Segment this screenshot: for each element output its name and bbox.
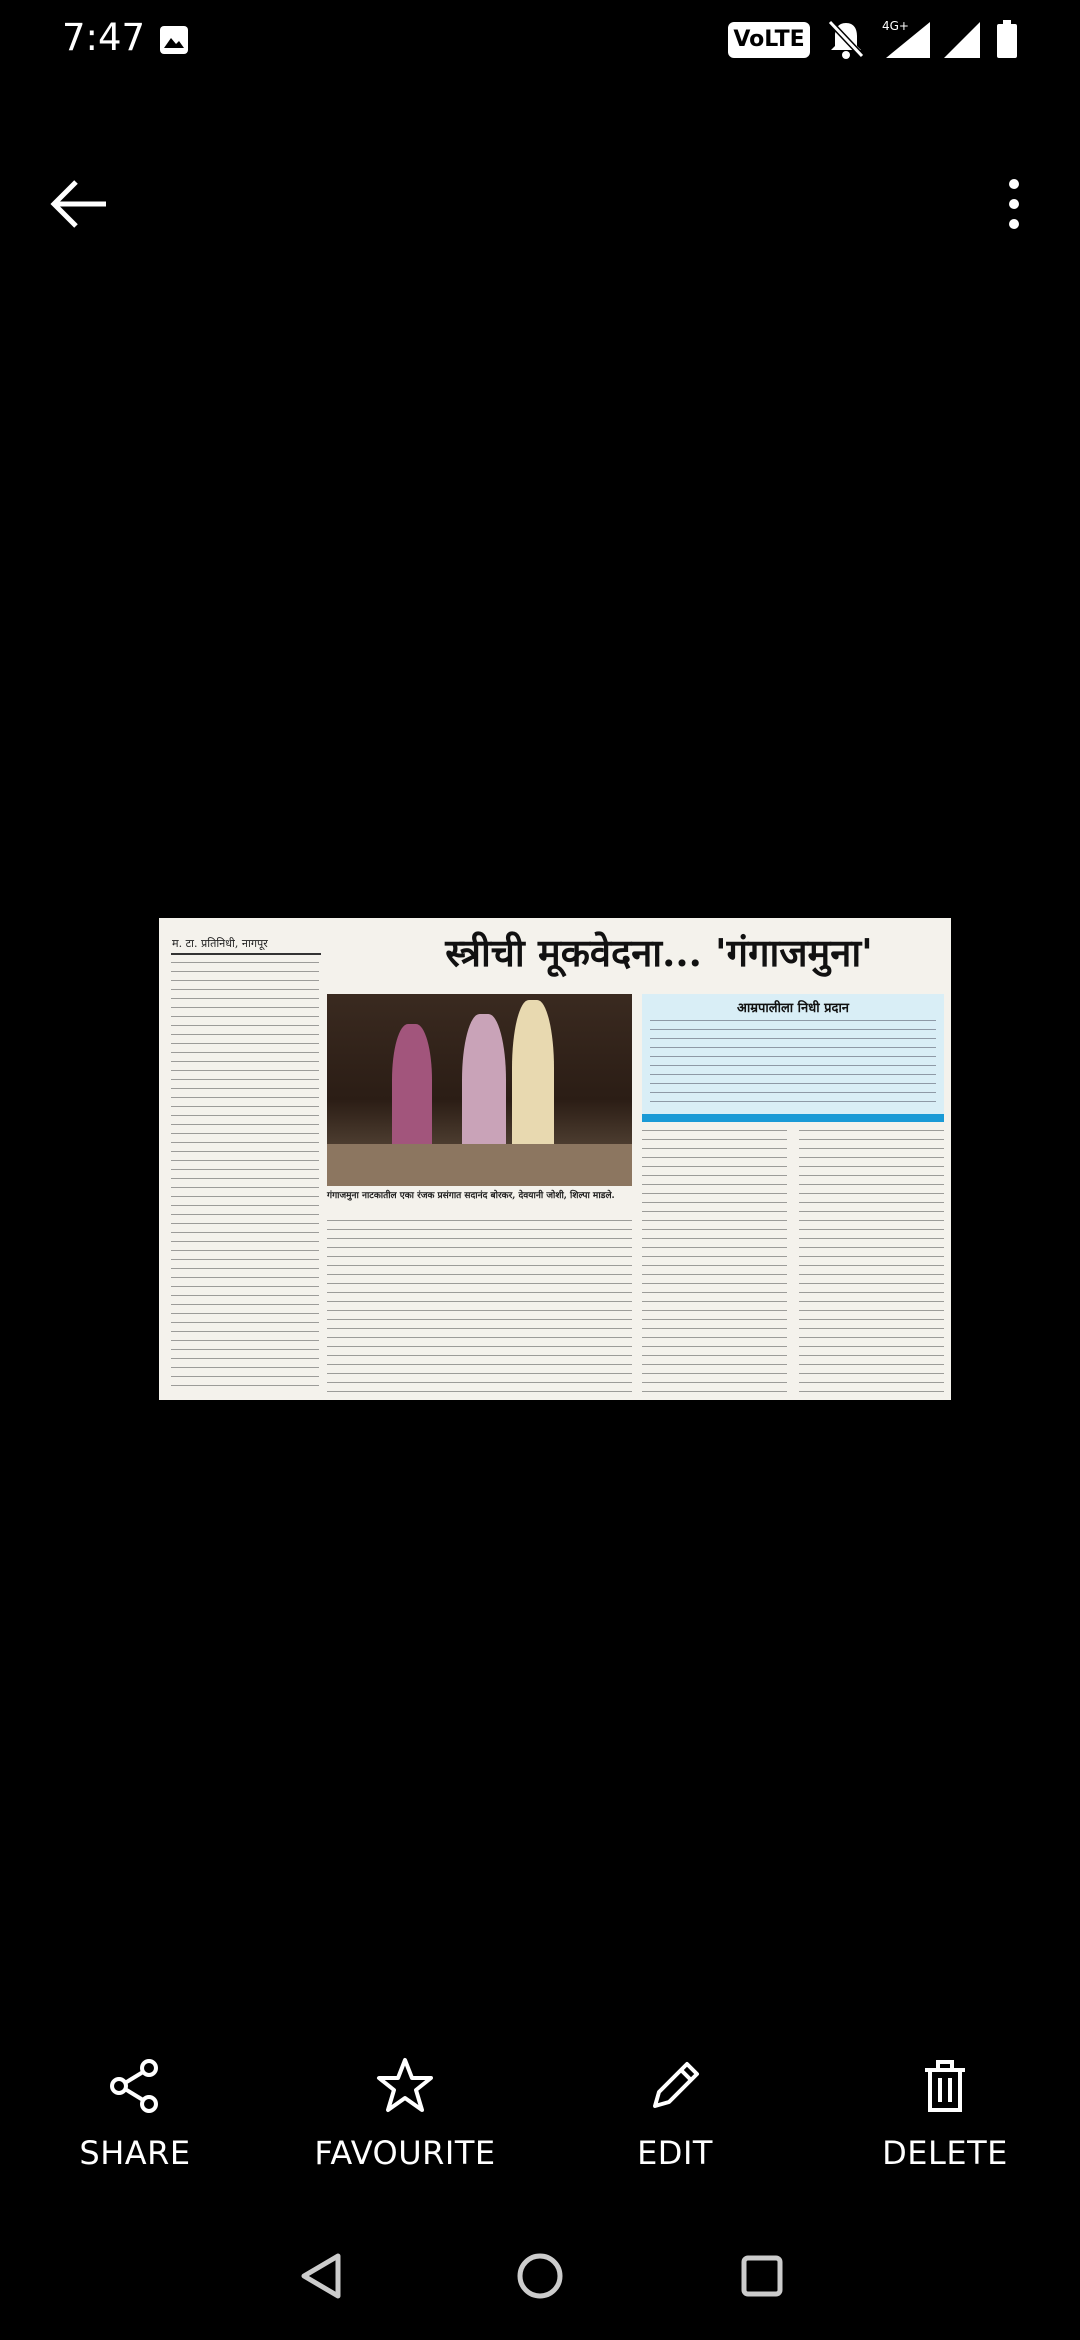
article-text-column [799, 1130, 944, 1394]
bell-off-icon [826, 18, 866, 60]
svg-text:4G+: 4G+ [882, 19, 909, 33]
edit-label: EDIT [637, 2134, 713, 2172]
status-bar [0, 0, 1080, 88]
photo-caption: गंगाजमुना नाटकातील एका रंजक प्रसंगात सदानंद बोरकर, देवयानी जोशी, शिल्पा माडले. [327, 1191, 615, 1201]
info-box-accent-bar [642, 1114, 944, 1122]
newspaper-clipping-image[interactable] [159, 918, 951, 1400]
favourite-button[interactable] [295, 2056, 515, 2206]
share-icon [105, 2056, 165, 2116]
signal-icon [880, 18, 936, 60]
delete-button[interactable] [835, 2056, 1055, 2206]
home-circle-icon[interactable] [510, 2246, 570, 2306]
more-vert-icon[interactable] [994, 176, 1034, 232]
battery-icon [996, 20, 1018, 58]
recents-square-icon[interactable] [732, 2246, 792, 2306]
star-icon [375, 2056, 435, 2116]
divider [171, 953, 321, 955]
article-text-column [171, 962, 319, 1394]
favourite-label: FAVOURITE [314, 2134, 496, 2172]
article-byline: म. टा. प्रतिनिधी, नागपूर [172, 937, 268, 950]
delete-label: DELETE [882, 2134, 1008, 2172]
pencil-icon [645, 2056, 705, 2116]
article-text-column [327, 1220, 632, 1394]
volte-icon: VoLTE 1 [728, 22, 810, 58]
share-label: SHARE [79, 2134, 191, 2172]
article-photo [327, 994, 632, 1186]
signal-icon [942, 18, 982, 60]
edit-button[interactable] [565, 2056, 785, 2206]
info-box-title: आम्रपालीला निधी प्रदान [736, 1001, 850, 1016]
back-triangle-icon[interactable] [292, 2246, 352, 2306]
article-text-column [642, 1130, 787, 1394]
article-headline: स्त्रीची मूकवेदना... 'गंगाजमुना' [445, 930, 873, 975]
clock: 7:47 [62, 16, 146, 59]
info-box [642, 994, 944, 1114]
trash-icon [915, 2056, 975, 2116]
arrow-left-icon[interactable] [48, 176, 110, 232]
share-button[interactable] [25, 2056, 245, 2206]
image-notification-icon [158, 24, 190, 56]
